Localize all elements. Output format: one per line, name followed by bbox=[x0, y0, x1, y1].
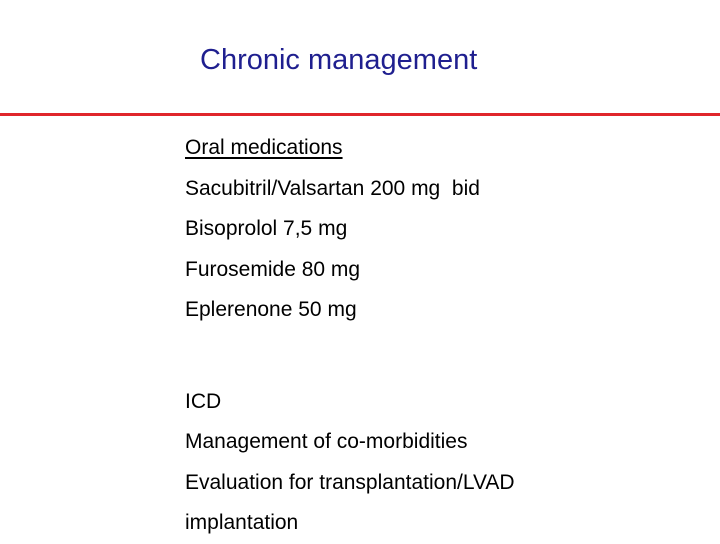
item-icd: ICD bbox=[185, 389, 222, 413]
section-spacer bbox=[185, 331, 515, 382]
title-divider bbox=[0, 113, 720, 116]
item-transplant-evaluation: Evaluation for transplantation/LVAD bbox=[185, 470, 515, 494]
medication-item-sacubitril: Sacubitril/Valsartan 200 mg bid bbox=[185, 176, 480, 200]
oral-medications-heading: Oral medications bbox=[185, 136, 343, 159]
item-implantation: implantation bbox=[185, 511, 299, 534]
slide-content bbox=[185, 128, 515, 544]
medication-item-bisoprolol: Bisoprolol 7,5 mg bbox=[185, 217, 348, 240]
item-comorbidities: Management of co-morbidities bbox=[185, 430, 468, 453]
slide-title: Chronic management bbox=[200, 44, 478, 76]
medication-item-eplerenone: Eplerenone 50 mg bbox=[185, 298, 357, 321]
medication-item-furosemide: Furosemide 80 mg bbox=[185, 257, 361, 281]
